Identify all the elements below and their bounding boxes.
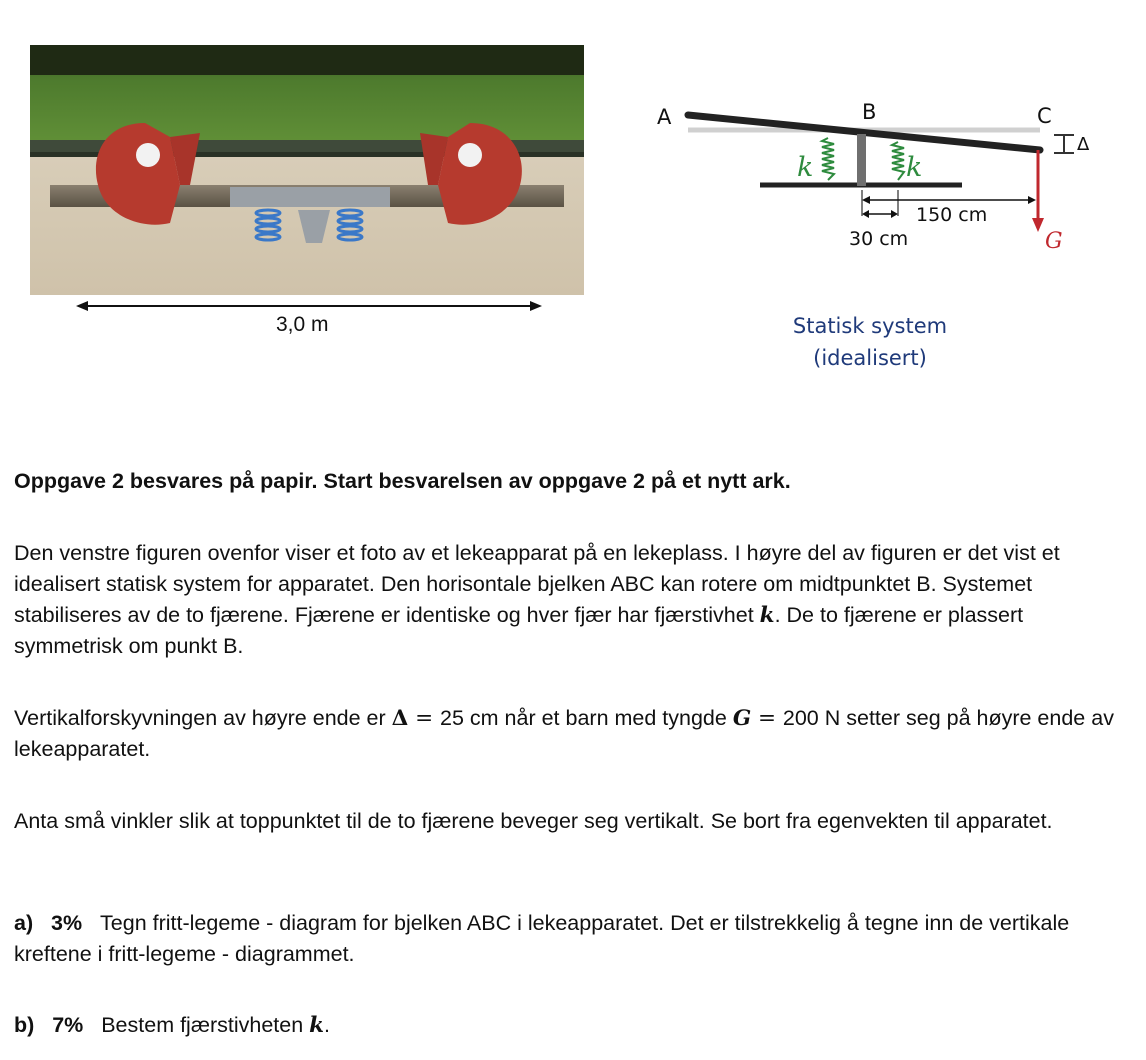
caption-line2: (idealisert) (813, 346, 927, 370)
spring-right (892, 142, 904, 180)
label-g: G (1045, 229, 1063, 254)
paragraph-intro: Den venstre figuren ovenfor viser et foto av et lekeapparat på en lekeplass. I høyre del av figuren er det vist et idealisert statisk system for apparatet. Den horisontale bjelken ABC kan rotere om midtpunktet B. Systemet stabiliseres av de to fjærene. Fjærene er identiske og hver fjær har fjærstivhet k. De to fjærene er plassert symmetrisk om punkt B. (14, 541, 1060, 658)
paragraph-assumptions: Anta små vinkler slik at toppunktet til de to fjærene beveger seg vertikalt. Se bort fra egenvekten til apparatet. (14, 809, 1053, 833)
length-label: 3,0 m (276, 313, 329, 336)
question-a: a) 3% Tegn fritt-legeme - diagram for bjelken ABC i lekeapparatet. Det er tilstrekkelig å tegne inn de vertikale kreftene i fritt-legeme - diagrammet. (14, 911, 1070, 966)
pivot-post (857, 134, 866, 186)
paragraph-displacement: Vertikalforskyvningen av høyre ende er Δ = 25 cm når et barn med tyngde G = 200 N setter seg på høyre ende av lekeapparatet. (14, 706, 1114, 761)
task-heading: Oppgave 2 besvares på papir. Start besvarelsen av oppgave 2 på et nytt ark. (14, 469, 791, 493)
static-system-diagram (640, 90, 1110, 260)
label-delta: Δ (1077, 134, 1090, 155)
spring-left (822, 138, 834, 180)
dim-150cm: 150 cm (916, 204, 988, 226)
label-k-left: k (797, 152, 814, 183)
label-a: A (657, 105, 672, 129)
seesaw-photo (30, 45, 584, 295)
symbol-g: G (732, 706, 752, 731)
dim-30cm: 30 cm (849, 228, 909, 250)
label-k-right: k (906, 152, 923, 183)
caption-line1: Statisk system (792, 314, 948, 338)
symbol-delta: Δ (391, 706, 409, 731)
question-b: b) 7% Bestem fjærstivheten k. (14, 1013, 331, 1038)
label-b: B (862, 100, 877, 124)
label-c: C (1037, 104, 1052, 128)
figure-caption (770, 310, 970, 374)
symbol-k: k (759, 603, 775, 628)
